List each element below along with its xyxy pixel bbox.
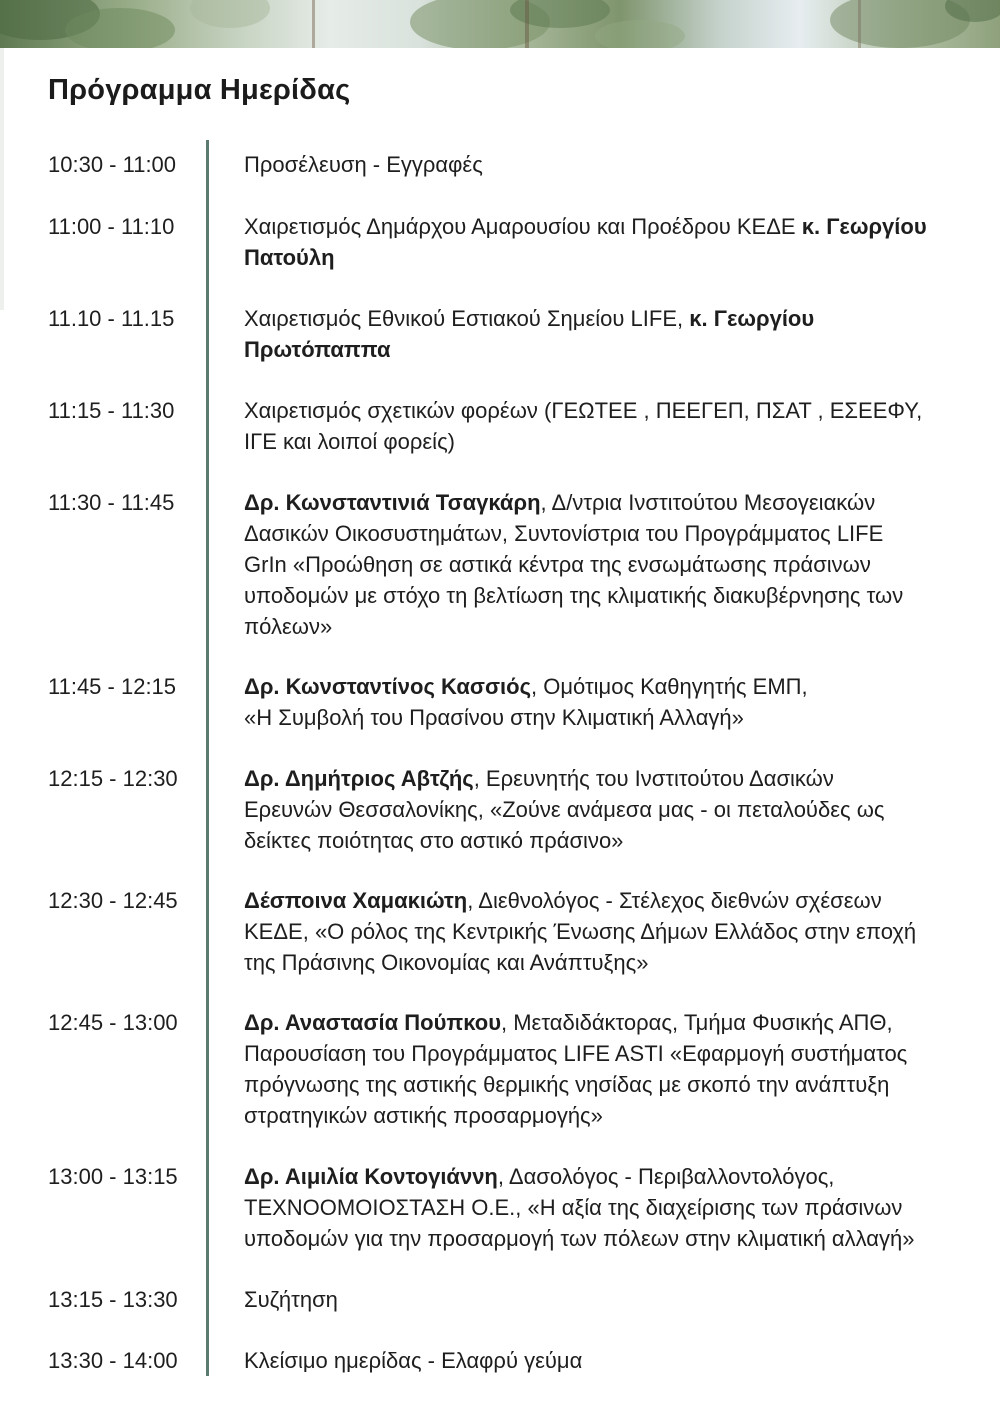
description-line xyxy=(244,671,980,702)
session-description xyxy=(244,763,980,856)
session-time: 11:30 - 11:45 xyxy=(48,490,175,515)
description-text: , Μεταδιδάκτορας, Τμήμα Φυσικής ΑΠΘ, xyxy=(501,1010,893,1035)
session-description xyxy=(244,671,980,733)
description-line xyxy=(244,947,980,978)
session-time: 11:00 - 11:10 xyxy=(48,214,175,239)
description-text: ΚΕΔΕ, «Ο ρόλος της Κεντρικής Ένωσης Δήμων Ελλάδος στην εποχή xyxy=(244,919,917,944)
session-time: 13:00 - 13:15 xyxy=(48,1164,178,1189)
description-line xyxy=(244,794,980,825)
description-text: «Η Συμβολή του Πρασίνου στην Κλιματική Αλλαγή» xyxy=(244,705,744,730)
session-time: 12:45 - 13:00 xyxy=(48,1010,178,1035)
description-line xyxy=(244,916,980,947)
description-line xyxy=(244,1038,980,1069)
description-line xyxy=(244,303,980,334)
description-line xyxy=(244,825,980,856)
session-description xyxy=(244,303,980,365)
session-description xyxy=(244,1345,980,1376)
description-line xyxy=(244,1007,980,1038)
description-text: Ερευνών Θεσσαλονίκης, «Ζούνε ανάμεσα μας - οι πεταλούδες ως xyxy=(244,797,885,822)
session-description xyxy=(244,395,980,457)
description-line xyxy=(244,1284,980,1315)
session-time: 11:45 - 12:15 xyxy=(48,674,177,699)
speaker-name: Δρ. Δημήτριος Αβτζής xyxy=(244,766,474,791)
description-line xyxy=(244,1192,980,1223)
description-line xyxy=(244,149,980,180)
speaker-name: Δρ. Αναστασία Πούπκου xyxy=(244,1010,501,1035)
description-text: , Δασολόγος - Περιβαλλοντολόγος, xyxy=(497,1164,835,1189)
header-photo-banner xyxy=(0,0,1000,48)
timeline-divider xyxy=(206,140,209,1376)
description-line xyxy=(244,885,980,916)
description-text: , Ομότιμος Καθηγητής ΕΜΠ, xyxy=(531,674,808,699)
session-time: 13:15 - 13:30 xyxy=(48,1287,178,1312)
description-text: Χαιρετισμός Εθνικού Εστιακού Σημείου LIFE, xyxy=(244,306,690,331)
description-text: πόλεων» xyxy=(244,614,333,639)
description-text: της Πράσινης Οικονομίας και Ανάπτυξης» xyxy=(244,950,649,975)
speaker-name: κ. Γεωργίου xyxy=(689,306,815,331)
speaker-name: Δρ. Κωνσταντινιά Τσαγκάρη xyxy=(244,490,541,515)
session-time: 11:15 - 11:30 xyxy=(48,398,175,423)
session-time: 12:15 - 12:30 xyxy=(48,766,178,791)
description-line xyxy=(244,702,980,733)
speaker-name: Δέσποινα Χαμακιώτη xyxy=(244,888,468,913)
session-description xyxy=(244,1007,980,1131)
description-line xyxy=(244,1223,980,1254)
speaker-name: Πρωτόπαππα xyxy=(244,337,391,362)
description-line xyxy=(244,395,980,426)
description-text: υποδομών για την προσαρμογή των πόλεων στην κλιματική αλλαγή» xyxy=(244,1226,915,1251)
session-description xyxy=(244,1284,980,1315)
page-edge-shadow xyxy=(0,48,4,310)
page-title: Πρόγραμμα Ημερίδας xyxy=(48,74,351,106)
session-time: 10:30 - 11:00 xyxy=(48,152,177,177)
session-description xyxy=(244,149,980,180)
description-text: πρόγνωσης της αστικής θερμικής νησίδας με σκοπό την ανάπτυξη xyxy=(244,1072,890,1097)
description-text: Παρουσίαση του Προγράμματος LIFE ASTI «Εφαρμογή συστήματος xyxy=(244,1041,908,1066)
description-line xyxy=(244,763,980,794)
description-line xyxy=(244,611,980,642)
description-text: Χαιρετισμός σχετικών φορέων (ΓΕΩΤΕΕ , ΠΕΕΓΕΠ, ΠΣΑΤ , ΕΣΕΕΦΥ, xyxy=(244,398,923,423)
speaker-name: Δρ. Κωνσταντίνος Κασσιός xyxy=(244,674,532,699)
description-text: ΙΓΕ και λοιποί φορείς) xyxy=(244,429,455,454)
description-line xyxy=(244,211,980,242)
description-text: δείκτες ποιότητας στο αστικό πράσινο» xyxy=(244,828,624,853)
description-line xyxy=(244,518,980,549)
session-description xyxy=(244,211,980,273)
session-description xyxy=(244,1161,980,1254)
description-text: Προσέλευση - Εγγραφές xyxy=(244,152,483,177)
description-text: στρατηγικών αστικής προσαρμογής» xyxy=(244,1103,603,1128)
description-line xyxy=(244,549,980,580)
description-line xyxy=(244,1345,980,1376)
description-line xyxy=(244,1100,980,1131)
speaker-name: Πατούλη xyxy=(244,245,335,270)
session-time: 12:30 - 12:45 xyxy=(48,888,178,913)
description-line xyxy=(244,580,980,611)
description-text: , Διεθνολόγος - Στέλεχος διεθνών σχέσεων xyxy=(467,888,882,913)
description-text: Χαιρετισμός Δημάρχου Αμαρουσίου και Προέδρου ΚΕΔΕ xyxy=(244,214,802,239)
session-time: 13:30 - 14:00 xyxy=(48,1348,178,1373)
session-description xyxy=(244,487,980,642)
description-text: GrIn «Προώθηση σε αστικά κέντρα της ενσωμάτωσης πράσινων xyxy=(244,552,871,577)
description-line xyxy=(244,334,980,365)
tree-foliage-image xyxy=(0,0,1000,48)
description-line xyxy=(244,426,980,457)
description-text: Δασικών Οικοσυστημάτων, Συντονίστρια του Προγράμματος LIFE xyxy=(244,521,884,546)
session-time: 11.10 - 11.15 xyxy=(48,306,175,331)
description-line xyxy=(244,487,980,518)
description-text: ΤΕΧΝΟΟΜΟΙΟΣΤΑΣΗ Ο.Ε., «Η αξία της διαχείρισης των πράσινων xyxy=(244,1195,903,1220)
speaker-name: Δρ. Αιμιλία Κοντογιάννη xyxy=(244,1164,498,1189)
description-line xyxy=(244,1069,980,1100)
session-description xyxy=(244,885,980,978)
description-text: Κλείσιμο ημερίδας - Ελαφρύ γεύμα xyxy=(244,1348,583,1373)
description-text: , Δ/ντρια Ινστιτούτου Μεσογειακών xyxy=(540,490,876,515)
description-text: υποδομών με στόχο τη βελτίωση της κλιματικής διακυβέρνησης των xyxy=(244,583,904,608)
description-line xyxy=(244,1161,980,1192)
speaker-name: κ. Γεωργίου xyxy=(801,214,927,239)
description-line xyxy=(244,242,980,273)
description-text: Συζήτηση xyxy=(244,1287,338,1312)
description-text: , Ερευνητής του Ινστιτούτου Δασικών xyxy=(473,766,834,791)
